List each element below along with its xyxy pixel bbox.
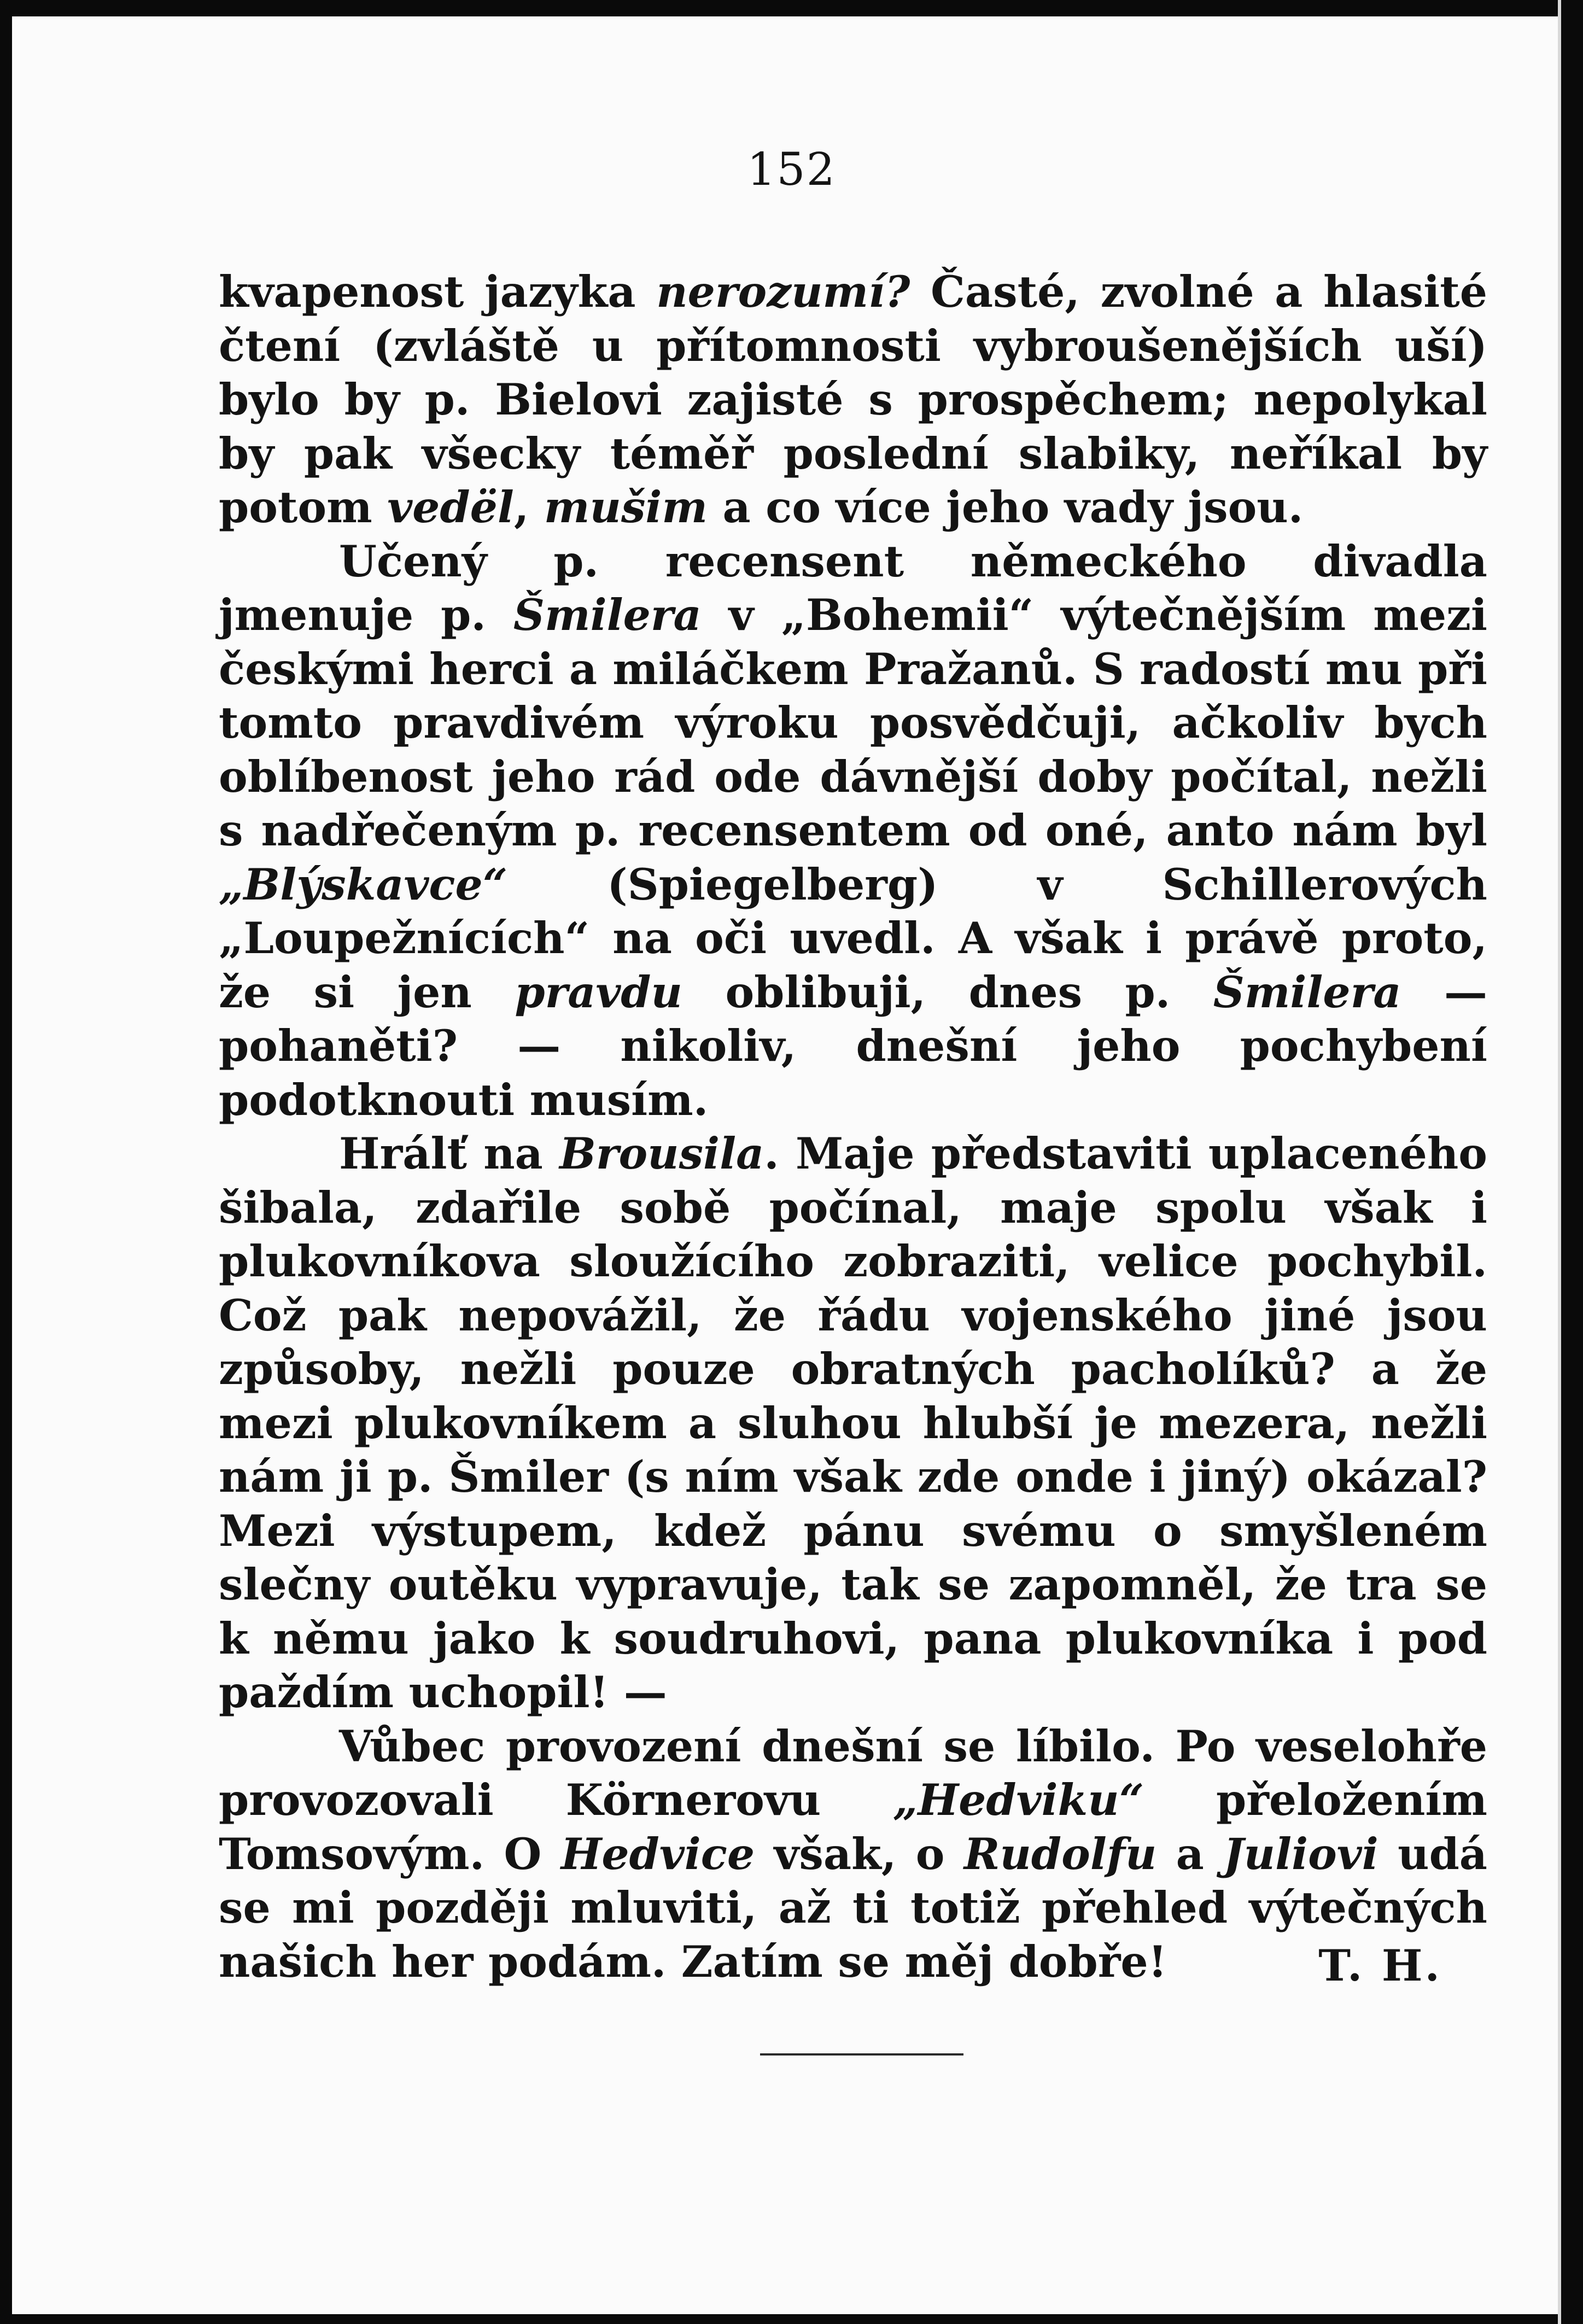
scan-border-right xyxy=(1561,0,1583,2324)
text-run: Časté, zvolné a hlasité čtení (zvláště u přítomnosti vybroušenějších uší) bylo by p. Bielovi zajisté s prospěchem; nepolykal by pak všecky téměř poslední slabiky, neříkal by potom xyxy=(219,266,1487,533)
emphasized-text: Brousila xyxy=(559,1128,764,1179)
scan-border-left xyxy=(0,0,12,2324)
paragraph xyxy=(219,1720,1487,1989)
text-run: a xyxy=(1156,1828,1224,1879)
text-run: a co více jeho vady jsou. xyxy=(708,482,1304,533)
scan-border-bottom xyxy=(0,2314,1583,2324)
emphasized-text: „Blýskavce“ xyxy=(219,859,508,910)
text-run: oblibuji, dnes p. xyxy=(682,966,1213,1018)
scan-border-top xyxy=(0,0,1583,16)
text-run: (Spiegelberg) v Schillerových „Loupežnících“ na oči uvedl. A však i právě proto, že si jen xyxy=(219,859,1487,1018)
end-rule xyxy=(760,2053,963,2056)
emphasized-text: pravdu xyxy=(515,966,682,1018)
text-run: v „Bohemii“ výtečnějším mezi českými herci a miláčkem Pražanů. S radostí mu při tomto pravdivém výroku posvědčuji, ačkoliv bych oblíbenost jeho rád ode dávnější doby počítal, nežli s nadřečeným p. recensentem od oné, anto nám byl xyxy=(219,589,1488,856)
text-run: Hrálť na xyxy=(339,1128,560,1179)
emphasized-text: Šmilera xyxy=(1213,966,1401,1018)
emphasized-text: Rudolfu xyxy=(963,1828,1157,1879)
paragraph xyxy=(219,535,1487,1128)
emphasized-text: Hedvice xyxy=(560,1828,755,1879)
page-number: 152 xyxy=(747,144,836,196)
text-run: , xyxy=(513,482,544,533)
emphasized-text: mušim xyxy=(544,482,708,533)
emphasized-text: nerozumí? xyxy=(656,266,910,317)
text-run: — pohaněti? — nikoliv, dnešní jeho pochybení podotknouti musím. xyxy=(219,966,1487,1125)
text-run: . Maje představiti uplaceného šibala, zdařile sobě počínal, maje spolu však i plukovníkova sloužícího zobraziti, velice pochybil. Což pak nepovážil, že řádu vojenského jiné jsou způsoby, nežli pouze obratných pacholíků? a že mezi plukovníkem a sluhou hlubší je mezera, nežli nám ji p. Šmiler (s ním však zde onde i jiný) okázal? Mezi výstupem, kdež pánu svému o smyšleném slečny outěku vypravuje, tak se zapomněl, že tra se k němu jako k soudruhovi, pana plukovníka i pod paždím uchopil! — xyxy=(219,1128,1487,1718)
paragraph xyxy=(219,265,1487,535)
text-run: však, o xyxy=(755,1828,964,1879)
text-run: Vůbec provození dnešní se líbilo. Po veselohře provozovali Körnerovu xyxy=(219,1720,1487,1825)
emphasized-text: vedël xyxy=(387,482,514,533)
text-run: přeložením Tomsovým. O xyxy=(219,1774,1487,1879)
signature: T. H. xyxy=(1318,1940,1442,1991)
emphasized-text: Šmilera xyxy=(513,589,702,640)
emphasized-text: Juliovi xyxy=(1223,1828,1378,1879)
emphasized-text: „Hedviku“ xyxy=(893,1774,1144,1825)
text-run: kvapenost jazyka xyxy=(219,266,657,317)
text-run: udá se mi později mluviti, až ti totiž přehled výtečných našich her podám. Zatím se měj dobře! xyxy=(219,1828,1487,1987)
text-run: Učený p. recensent německého divadla jmenuje p. xyxy=(219,535,1487,640)
scan-edge-shadow xyxy=(1558,0,1561,2324)
body-text xyxy=(219,265,1487,1989)
paragraph xyxy=(219,1127,1487,1720)
